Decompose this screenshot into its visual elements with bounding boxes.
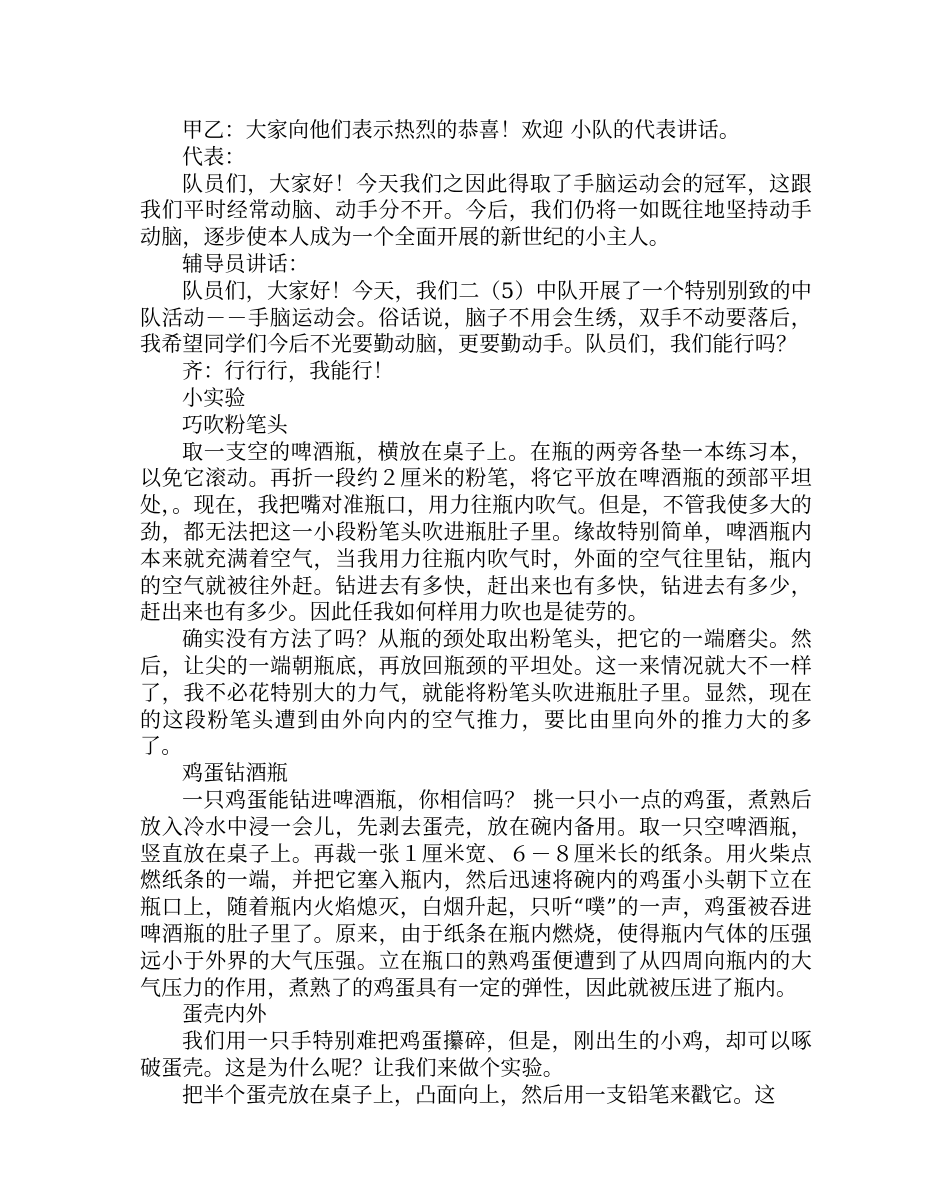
- document-body: [140, 117, 812, 1108]
- paragraph-counselor-heading: 辅导员讲话：: [182, 251, 310, 276]
- paragraph-egg-bottle-experiment: 一只鸡蛋能钻进啤酒瓶，你相信吗？ 挑一只小一点的鸡蛋，煮熟后放入冷水中浸一会儿，先剥去蛋壳，放在碗内备用。取一只空啤酒瓶，竖直放在桌子上。再裁一张１厘米宽、６－８厘米长的纸条。用火柴点燃纸条的一端，并把它塞入瓶内，然后迅速将碗内的鸡蛋小头朝下立在瓶口上，随着瓶内火焰熄灭，白烟升起，只听“噗”的一声，鸡蛋被吞进啤酒瓶的肚子里了。原来，由于纸条在瓶内燃烧，使得瓶内气体的压强远小于外界的大气压强。立在瓶口的熟鸡蛋便遭到了从四周向瓶内的大气压力的作用，煮熟了的鸡蛋具有一定的弹性，因此就被压进了瓶内。: [140, 787, 812, 1000]
- experiment-title-eggshell: 蛋壳内外: [182, 1002, 267, 1027]
- paragraph-representative-speech: 队员们，大家好！今天我们之因此得取了手脑运动会的冠军，这跟我们平时经常动脑、动手分不开。今后，我们仍将一如既往地坚持动手动脑，逐步使本人成为一个全面开展的新世纪的小主人。: [140, 171, 812, 250]
- paragraph-chalk-solution: 确实没有方法了吗？从瓶的颈处取出粉笔头，把它的一端磨尖。然后，让尖的一端朝瓶底，再放回瓶颈的平坦处。这一来情况就大不一样了，我不必花特别大的力气，就能将粉笔头吹进瓶肚子里。显然，现在的这段粉笔头遭到由外向内的空气推力，要比由里向外的推力大的多了。: [140, 627, 812, 759]
- paragraph-chalk-experiment: 取一支空的啤酒瓶，横放在桌子上。在瓶的两旁各垫一本练习本，以免它滚动。再折一段约２厘米的粉笔，将它平放在啤酒瓶的颈部平坦处，。现在，我把嘴对准瓶口，用力往瓶内吹气。但是，不管我使多大的劲，都无法把这一小段粉笔头吹进瓶肚子里。缘故特别简单，啤酒瓶内本来就充满着空气，当我用力往瓶内吹气时，外面的空气往里钻，瓶内的空气就被往外赶。钻进去有多快，赶出来也有多快，钻进去有多少，赶出来也有多少。因此任我如何样用力吹也是徒劳的。: [140, 439, 812, 625]
- paragraph-counselor-speech: 队员们，大家好！今天，我们二（5）中队开展了一个特别别致的中队活动－－手脑运动会。俗话说，脑子不用会生绣，双手不动要落后，我希望同学们今后不光要勤动脑，更要勤动手。队员们，我们能行吗？: [140, 278, 812, 357]
- paragraph-host-dialogue: 甲乙：大家向他们表示热烈的恭喜！欢迎 小队的代表讲话。: [182, 118, 741, 142]
- paragraph-representative-heading: 代表：: [182, 144, 246, 169]
- section-heading-experiments: 小实验: [182, 385, 246, 410]
- experiment-title-egg-bottle: 鸡蛋钻酒瓶: [182, 761, 288, 786]
- paragraph-chorus: 齐：行行行，我能行！: [182, 359, 394, 384]
- experiment-title-chalk: 巧吹粉笔头: [182, 412, 288, 437]
- paragraph-eggshell-intro: 我们用一只手特别难把鸡蛋攥碎，但是，刚出生的小鸡，却可以啄破蛋壳。这是为什么呢？让我们来做个实验。: [140, 1029, 812, 1080]
- paragraph-eggshell-experiment: 把半个蛋壳放在桌子上，凸面向上，然后用一支铅笔来戳它。这: [182, 1082, 776, 1107]
